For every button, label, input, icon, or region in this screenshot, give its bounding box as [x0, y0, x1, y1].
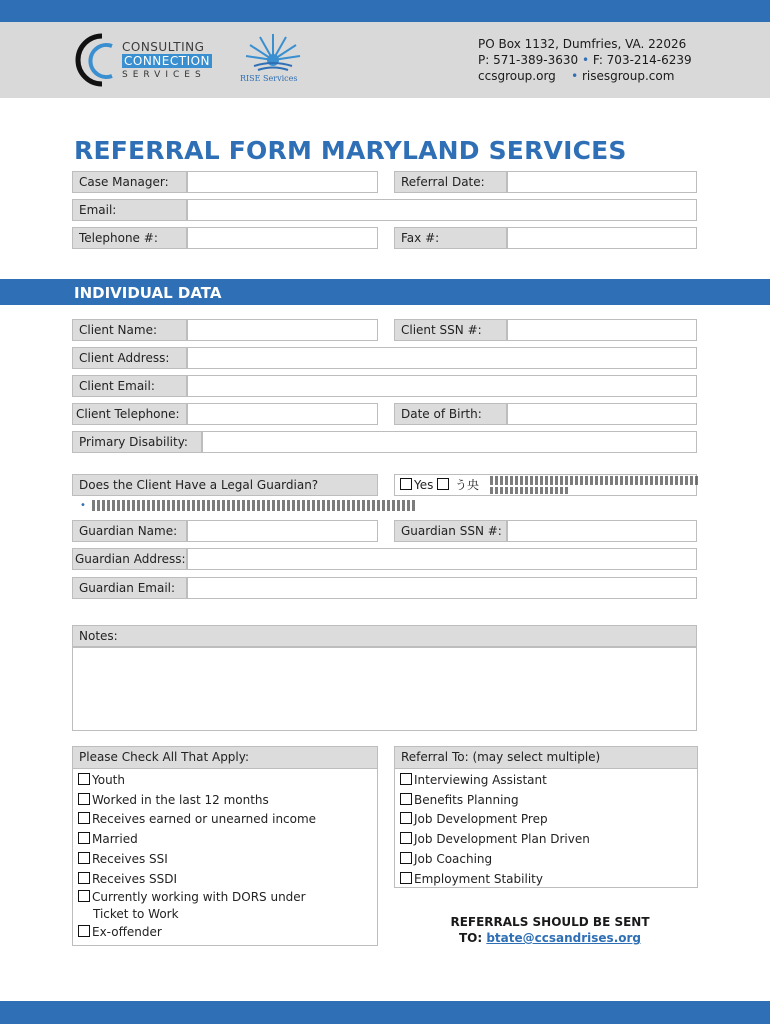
- referral-item-label: Job Development Plan Driven: [414, 832, 590, 847]
- website-ccs[interactable]: ccsgroup.org: [478, 69, 556, 83]
- check-item: [78, 771, 377, 791]
- date-of-birth-label: Date of Birth:: [394, 403, 507, 425]
- send-instructions: [400, 914, 700, 946]
- website-rise[interactable]: risesgroup.com: [581, 69, 675, 83]
- case-manager-field[interactable]: [187, 171, 378, 193]
- interviewing-assistant-checkbox[interactable]: [400, 773, 412, 785]
- check-item-label: Youth: [92, 773, 125, 787]
- bottom-banner: [0, 1001, 770, 1024]
- check-item: [78, 850, 377, 870]
- contact-block: [478, 36, 692, 84]
- address-text: PO Box 1132, Dumfries, VA. 22026: [478, 37, 687, 51]
- send-line: REFERRALS SHOULD BE SENT: [450, 915, 650, 929]
- referral-item: [400, 771, 697, 791]
- legal-guardian-question: Does the Client Have a Legal Guardian?: [72, 474, 378, 496]
- notes-label: Notes:: [72, 625, 697, 647]
- check-item-label: Married: [92, 832, 138, 847]
- guardian-name-field[interactable]: [187, 520, 378, 542]
- primary-disability-row: [72, 431, 697, 453]
- check-item-label: Currently working with DORS under Ticket to Work: [92, 890, 306, 922]
- guardian-address-row: [72, 548, 697, 570]
- client-address-field[interactable]: [187, 347, 697, 369]
- guardian-no-label: う央: [455, 478, 480, 492]
- check-all-header: Please Check All That Apply:: [73, 747, 377, 769]
- check-item-label: Receives earned or unearned income: [92, 812, 317, 827]
- guardian-no-checkbox[interactable]: [437, 478, 449, 490]
- check-item-label: Ex-offender: [92, 925, 162, 940]
- referral-date-field[interactable]: [507, 171, 697, 193]
- date-of-birth-field[interactable]: [507, 403, 697, 425]
- phone-text: P: 571-389-3630: [478, 53, 579, 67]
- job-development-prep-checkbox[interactable]: [400, 812, 412, 824]
- check-item-label: Receives SSDI: [92, 871, 178, 886]
- youth-checkbox[interactable]: [78, 773, 90, 785]
- client-email-label: Client Email:: [72, 375, 187, 397]
- primary-disability-label: Primary Disability:: [72, 431, 202, 453]
- telephone-label: Telephone #:: [72, 227, 187, 249]
- check-item: [78, 870, 377, 890]
- client-address-row: [72, 347, 697, 369]
- bullet-icon: •: [80, 500, 86, 511]
- worked-12-months-checkbox[interactable]: [78, 793, 90, 805]
- guardian-ssn-field[interactable]: [507, 520, 697, 542]
- email-row: [72, 199, 697, 221]
- check-item: [78, 791, 377, 811]
- client-telephone-label: Client Telephone:: [72, 403, 187, 425]
- guardian-yes-checkbox[interactable]: [400, 478, 412, 490]
- ex-offender-checkbox[interactable]: [78, 925, 90, 937]
- fax-label: Fax #:: [394, 227, 507, 249]
- guardian-yes-label: Yes: [414, 478, 434, 492]
- fax-text: F: 703-214-6239: [592, 53, 692, 67]
- client-email-field[interactable]: [187, 375, 697, 397]
- client-ssn-label: Client SSN #:: [394, 319, 507, 341]
- rise-services-logo: [238, 30, 308, 90]
- referral-item: [400, 791, 697, 811]
- guardian-email-field[interactable]: [187, 577, 697, 599]
- primary-disability-field[interactable]: [202, 431, 697, 453]
- client-address-label: Client Address:: [72, 347, 187, 369]
- logo-line-connection: CONNECTION: [124, 54, 211, 68]
- referral-item: [400, 810, 697, 830]
- referral-to-panel: [394, 746, 698, 888]
- client-email-row: [72, 375, 697, 397]
- client-ssn-field[interactable]: [507, 319, 697, 341]
- referral-item-label: Interviewing Assistant: [414, 773, 547, 787]
- referral-item-label: Job Development Prep: [414, 812, 548, 827]
- top-banner: [0, 0, 770, 22]
- individual-data-title: INDIVIDUAL DATA: [74, 284, 222, 302]
- telephone-row: [72, 227, 697, 249]
- client-name-field[interactable]: [187, 319, 378, 341]
- telephone-field[interactable]: [187, 227, 378, 249]
- consulting-connection-logo: [72, 32, 212, 88]
- guardian-name-label: Guardian Name:: [72, 520, 187, 542]
- receives-income-checkbox[interactable]: [78, 812, 90, 824]
- benefits-planning-checkbox[interactable]: [400, 793, 412, 805]
- receives-ssi-checkbox[interactable]: [78, 852, 90, 864]
- receives-ssdi-checkbox[interactable]: [78, 872, 90, 884]
- job-development-plan-checkbox[interactable]: [400, 832, 412, 844]
- check-item: [78, 810, 377, 830]
- send-email-link[interactable]: btate@ccsandrises.org: [486, 931, 642, 945]
- email-field[interactable]: [187, 199, 697, 221]
- referral-item: [400, 830, 697, 850]
- job-coaching-checkbox[interactable]: [400, 852, 412, 864]
- guardian-email-label: Guardian Email:: [72, 577, 187, 599]
- referral-item-label: Employment Stability: [414, 871, 543, 886]
- dors-ticket-checkbox[interactable]: [78, 890, 90, 902]
- guardian-email-row: [72, 577, 697, 599]
- client-name-label: Client Name:: [72, 319, 187, 341]
- separator-dot-icon: •: [559, 69, 579, 83]
- guardian-ssn-label: Guardian SSN #:: [394, 520, 507, 542]
- guardian-name-row: [72, 520, 697, 542]
- rise-logo-text: RISE Services: [240, 74, 298, 83]
- logo-line-services: SERVICES: [122, 70, 206, 80]
- logo-line-consulting: CONSULTING: [122, 40, 205, 54]
- referral-item: [400, 870, 697, 890]
- client-telephone-field[interactable]: [187, 403, 378, 425]
- married-checkbox[interactable]: [78, 832, 90, 844]
- guardian-address-field[interactable]: [187, 548, 697, 570]
- check-item-label: Receives SSI: [92, 851, 168, 866]
- form-title: REFERRAL FORM MARYLAND SERVICES: [74, 136, 627, 165]
- check-item: [78, 830, 377, 850]
- client-telephone-row: [72, 403, 697, 425]
- case-manager-label: Case Manager:: [72, 171, 187, 193]
- separator-dot-icon: •: [581, 53, 590, 67]
- client-name-row: [72, 319, 697, 341]
- check-all-panel: [72, 746, 378, 946]
- referral-item-label: Job Coaching: [414, 851, 493, 866]
- referral-item-label: Benefits Planning: [414, 792, 519, 807]
- referral-to-header: Referral To: (may select multiple): [395, 747, 697, 769]
- check-item: [78, 889, 343, 923]
- send-to-label: TO:: [458, 931, 483, 945]
- garbled-glyph-text: [490, 475, 698, 495]
- fax-field[interactable]: [507, 227, 697, 249]
- check-item-label: Worked in the last 12 months: [92, 792, 269, 807]
- sunburst-icon: [238, 30, 308, 74]
- case-manager-row: [72, 171, 697, 193]
- guardian-address-label: Guardian Address:: [72, 548, 187, 570]
- email-label: Email:: [72, 199, 187, 221]
- referral-item: [400, 850, 697, 870]
- referral-date-label: Referral Date:: [394, 171, 507, 193]
- employment-stability-checkbox[interactable]: [400, 872, 412, 884]
- notes-textarea[interactable]: [72, 647, 697, 731]
- garbled-glyph-line: [92, 500, 417, 511]
- check-item: [78, 923, 377, 943]
